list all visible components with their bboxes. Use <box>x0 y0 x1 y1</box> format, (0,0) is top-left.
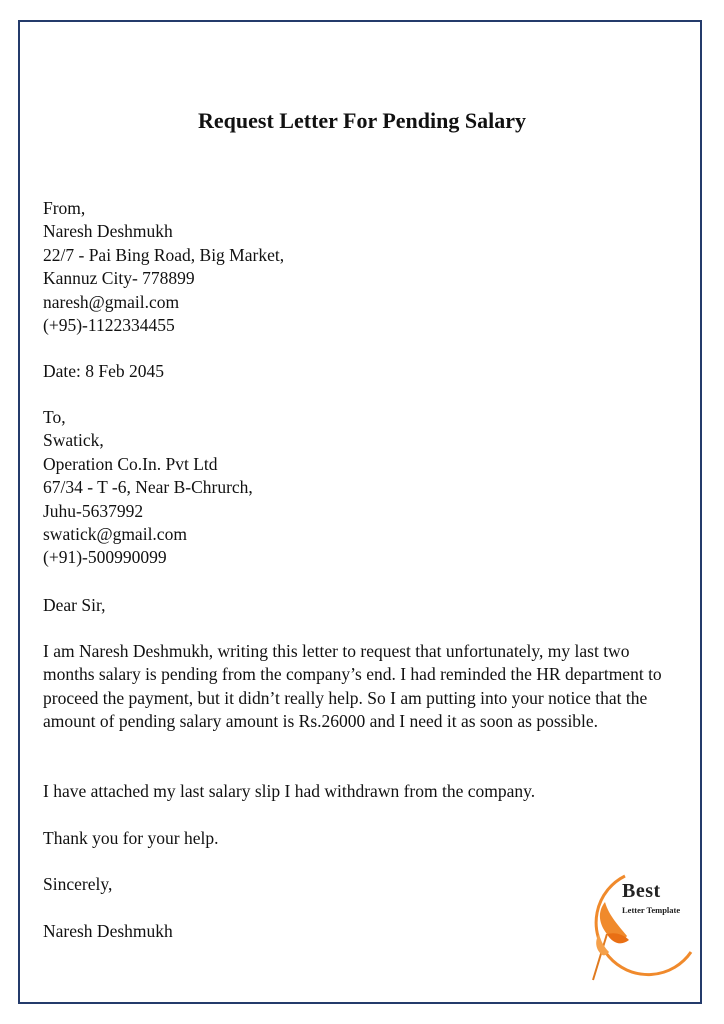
logo-text-best: Best <box>622 880 661 902</box>
recipient-email: swatick@gmail.com <box>43 524 187 545</box>
body-paragraph-3: Thank you for your help. <box>43 828 219 848</box>
sender-email: naresh@gmail.com <box>43 291 180 312</box>
recipient-name: Swatick, <box>43 430 104 451</box>
salutation: Dear Sir, <box>43 595 106 615</box>
date-line: Date: 8 Feb 2045 <box>43 361 165 381</box>
signature-name: Naresh Deshmukh <box>43 921 173 941</box>
body-paragraph-2: I have attached my last salary slip I had withdrawn from the company. <box>43 781 536 801</box>
sender-address-line-1: 22/7 - Pai Bing Road, Big Market, <box>43 244 285 265</box>
sender-address-line-2: Kannuz City- 778899 <box>43 268 195 289</box>
sender-block <box>43 197 284 337</box>
recipient-address-line-2: Juhu-5637992 <box>43 500 144 521</box>
from-label: From, <box>43 198 86 218</box>
recipient-phone: (+91)-500990099 <box>43 547 167 568</box>
recipient-company: Operation Co.In. Pvt Ltd <box>43 453 218 474</box>
recipient-block <box>43 406 253 570</box>
body-paragraph-1: I am Naresh Deshmukh, writing this letter to request that unfortunately, my last two months salary is pending from the company’s end. I had reminded the HR department to proceed the payment, but it didn’t really help. So I am putting into your notice that the amount of pending salary amount is Rs.26000 and I need it as soon as possible. <box>43 641 662 732</box>
sender-phone: (+95)-1122334455 <box>43 315 175 336</box>
recipient-address-line-1: 67/34 - T -6, Near B-Chrurch, <box>43 477 253 498</box>
to-label: To, <box>43 407 66 427</box>
logo-text-letter-template: Letter Template <box>622 905 681 915</box>
letter-title: Request Letter For Pending Salary <box>198 108 526 133</box>
sender-name: Naresh Deshmukh <box>43 221 173 242</box>
closing: Sincerely, <box>43 874 113 894</box>
